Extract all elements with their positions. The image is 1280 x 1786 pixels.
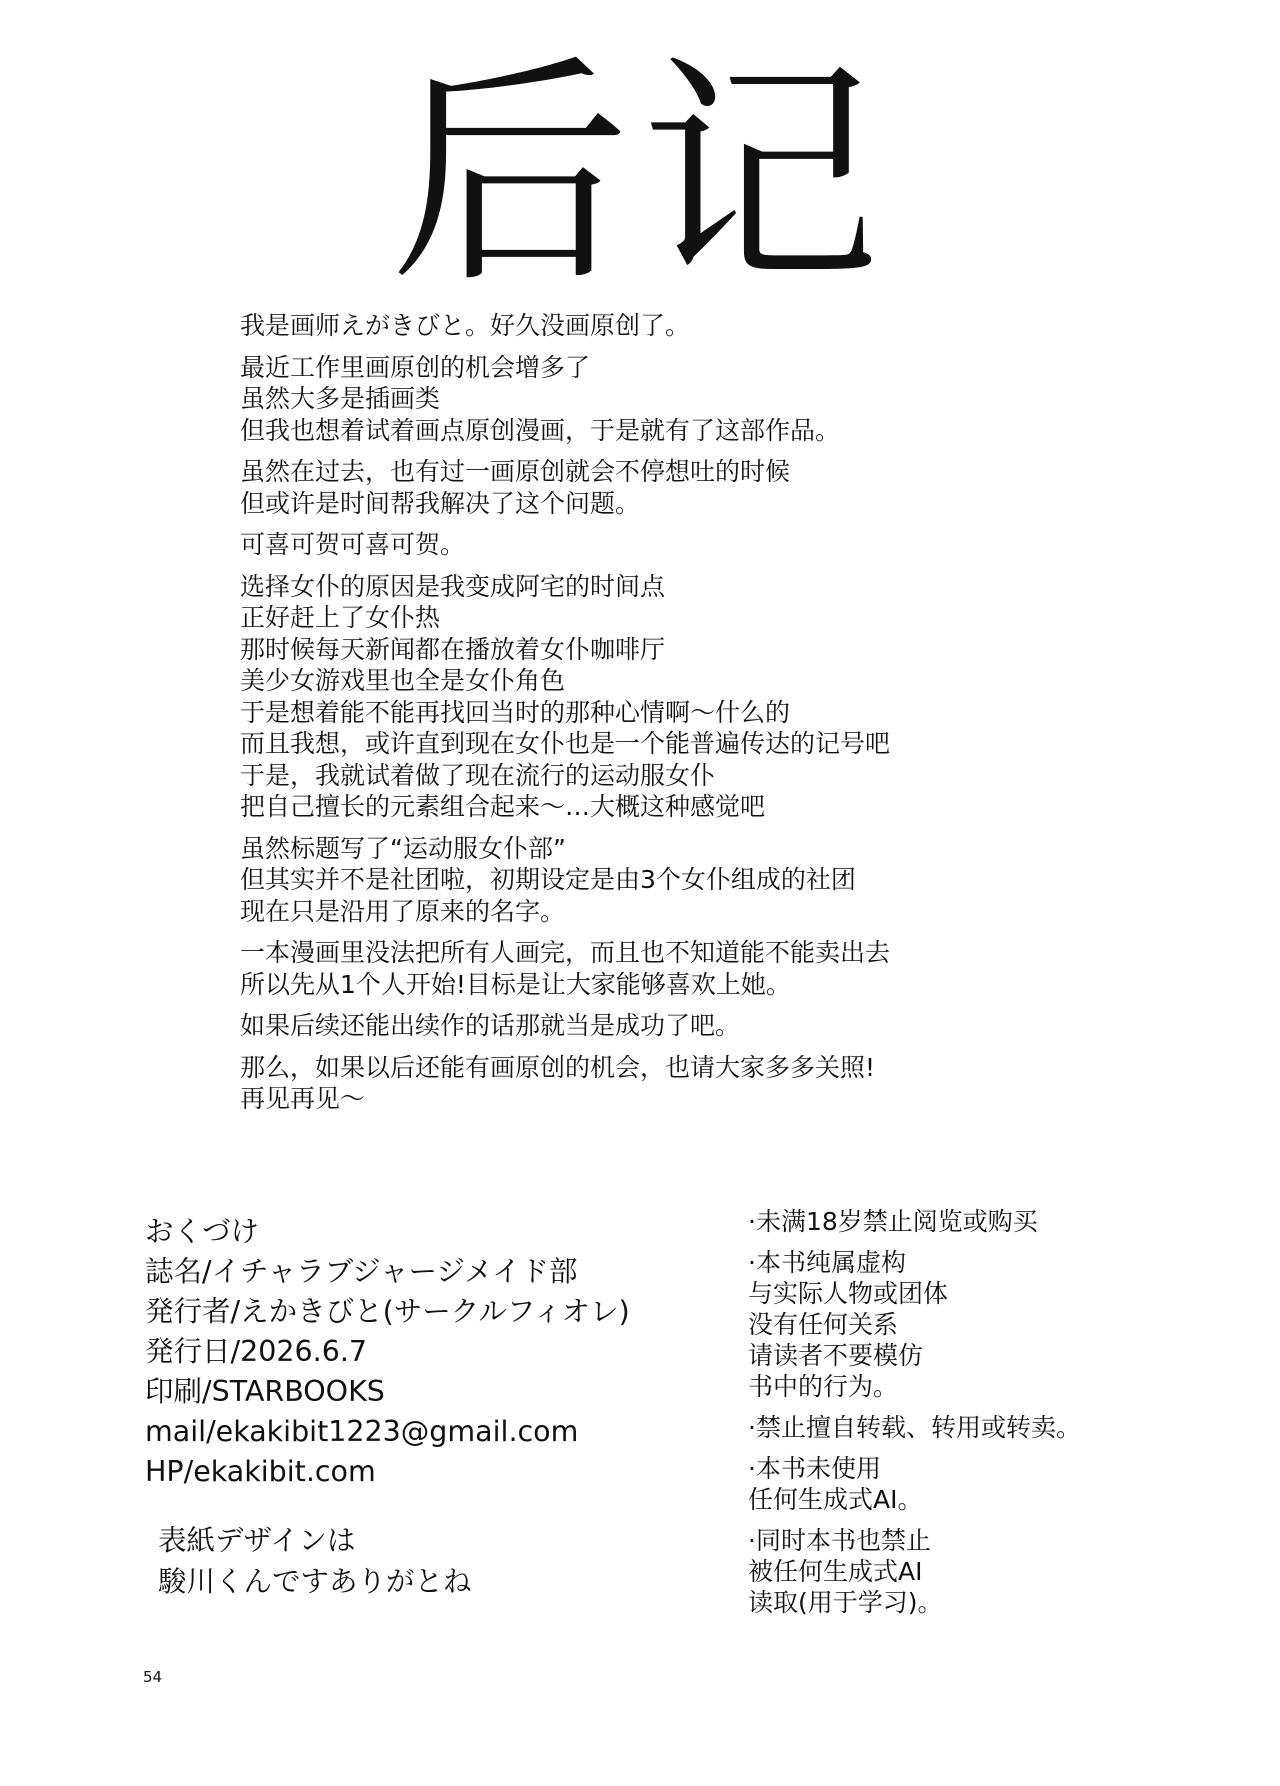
text-line: 那时候每天新闻都在播放着女仆咖啡厅 [240, 634, 666, 664]
text-line: 请读者不要模仿 [748, 1341, 924, 1370]
text-line: 再见再见～ [240, 1084, 366, 1113]
colophon-publisher: 発行者/えかきびと(サークルフィオレ) [145, 1295, 630, 1328]
text-line: 虽然大多是插画类 [240, 384, 441, 413]
colophon-printer: 印刷/STARBOOKS [145, 1375, 385, 1408]
afterword-paragraph [240, 833, 1200, 928]
notice-item [748, 1247, 1268, 1402]
afterword-paragraph [240, 310, 1200, 342]
text-line: 虽然在过去，也有过一画原创就会不停想吐的时候 [240, 457, 791, 486]
afterword-paragraph [240, 1052, 1200, 1115]
text-line: 但或许是时间帮我解决了这个问题。 [240, 488, 641, 518]
text-line: 美少女游戏里也全是女仆角色 [240, 666, 566, 695]
text-line: 虽然标题写了“运动服女仆部” [240, 833, 566, 863]
afterword-paragraph [240, 1010, 1200, 1042]
text-line: 现在只是沿用了原来的名字。 [240, 896, 566, 926]
text-line: 那么，如果以后还能有画原创的机会，也请大家多多关照! [240, 1052, 876, 1082]
text-line: 我是画师えがきびと。好久没画原创了。 [240, 311, 691, 340]
text-line: 最近工作里画原创的机会增多了 [240, 352, 591, 382]
text-line: 书中的行为。 [748, 1372, 899, 1401]
text-line: ·未满18岁禁止阅览或购买 [748, 1207, 1038, 1236]
text-line: 但我也想着试着画点原创漫画，于是就有了这部作品。 [240, 415, 841, 445]
notice-item [748, 1412, 1268, 1443]
cover-design-credit [158, 1520, 718, 1602]
text-line: 所以先从1个人开始!目标是让大家能够喜欢上她。 [240, 969, 791, 999]
text-line: 于是想着能不能再找回当时的那种心情啊～什么的 [240, 697, 791, 727]
text-line: ·禁止擅自转载、转用或转卖。 [748, 1413, 1081, 1442]
afterword-paragraph [240, 937, 1200, 1000]
notices [748, 1206, 1268, 1628]
notice-item [748, 1453, 1268, 1515]
text-line: ·本书未使用 [748, 1454, 881, 1483]
afterword-text [240, 310, 1200, 1125]
text-line: ·本书纯属虚构 [748, 1248, 906, 1277]
text-line: 任何生成式AI。 [748, 1485, 923, 1514]
text-line: 与实际人物或团体 [748, 1279, 949, 1308]
notice-item [748, 1206, 1268, 1237]
text-line: 没有任何关系 [748, 1310, 899, 1339]
page-number: 54 [143, 1668, 163, 1686]
text-line: 但其实并不是社团啦，初期设定是由3个女仆组成的社团 [240, 865, 856, 894]
text-line: 读取(用于学习)。 [748, 1588, 943, 1617]
text-line: 把自己擅长的元素组合起来～…大概这种感觉吧 [240, 792, 766, 821]
colophon-title: 誌名/イチャラブジャージメイド部 [145, 1255, 578, 1288]
colophon-heading: おくづけ [145, 1215, 260, 1248]
text-line: 如果后续还能出续作的话那就当是成功了吧。 [240, 1011, 741, 1040]
text-line: 表紙デザインは [158, 1524, 356, 1557]
colophon [145, 1212, 745, 1492]
text-line: 駿川くんですありがとね [158, 1565, 472, 1598]
text-line: 选择女仆的原因是我变成阿宅的时间点 [240, 571, 666, 601]
afterword-paragraph [240, 352, 1200, 447]
text-line: ·同时本书也禁止 [748, 1526, 931, 1555]
text-line: 被任何生成式AI [748, 1557, 923, 1586]
text-line: 可喜可贺可喜可贺。 [240, 530, 466, 559]
text-line: 而且我想，或许直到现在女仆也是一个能普遍传达的记号吧 [240, 729, 891, 758]
text-line: 正好赶上了女仆热 [240, 603, 441, 632]
notice-item [748, 1525, 1268, 1618]
colophon-mail: mail/ekakibit1223@gmail.com [145, 1415, 579, 1448]
colophon-date: 発行日/2026.6.7 [145, 1335, 368, 1368]
afterword-paragraph [240, 456, 1200, 519]
page-title: 后记 [389, 35, 890, 315]
afterword-paragraph [240, 529, 1200, 561]
colophon-homepage: HP/ekakibit.com [145, 1455, 376, 1488]
text-line: 一本漫画里没法把所有人画完，而且也不知道能不能卖出去 [240, 938, 891, 967]
text-line: 于是，我就试着做了现在流行的运动服女仆 [240, 760, 716, 790]
afterword-paragraph [240, 571, 1200, 823]
